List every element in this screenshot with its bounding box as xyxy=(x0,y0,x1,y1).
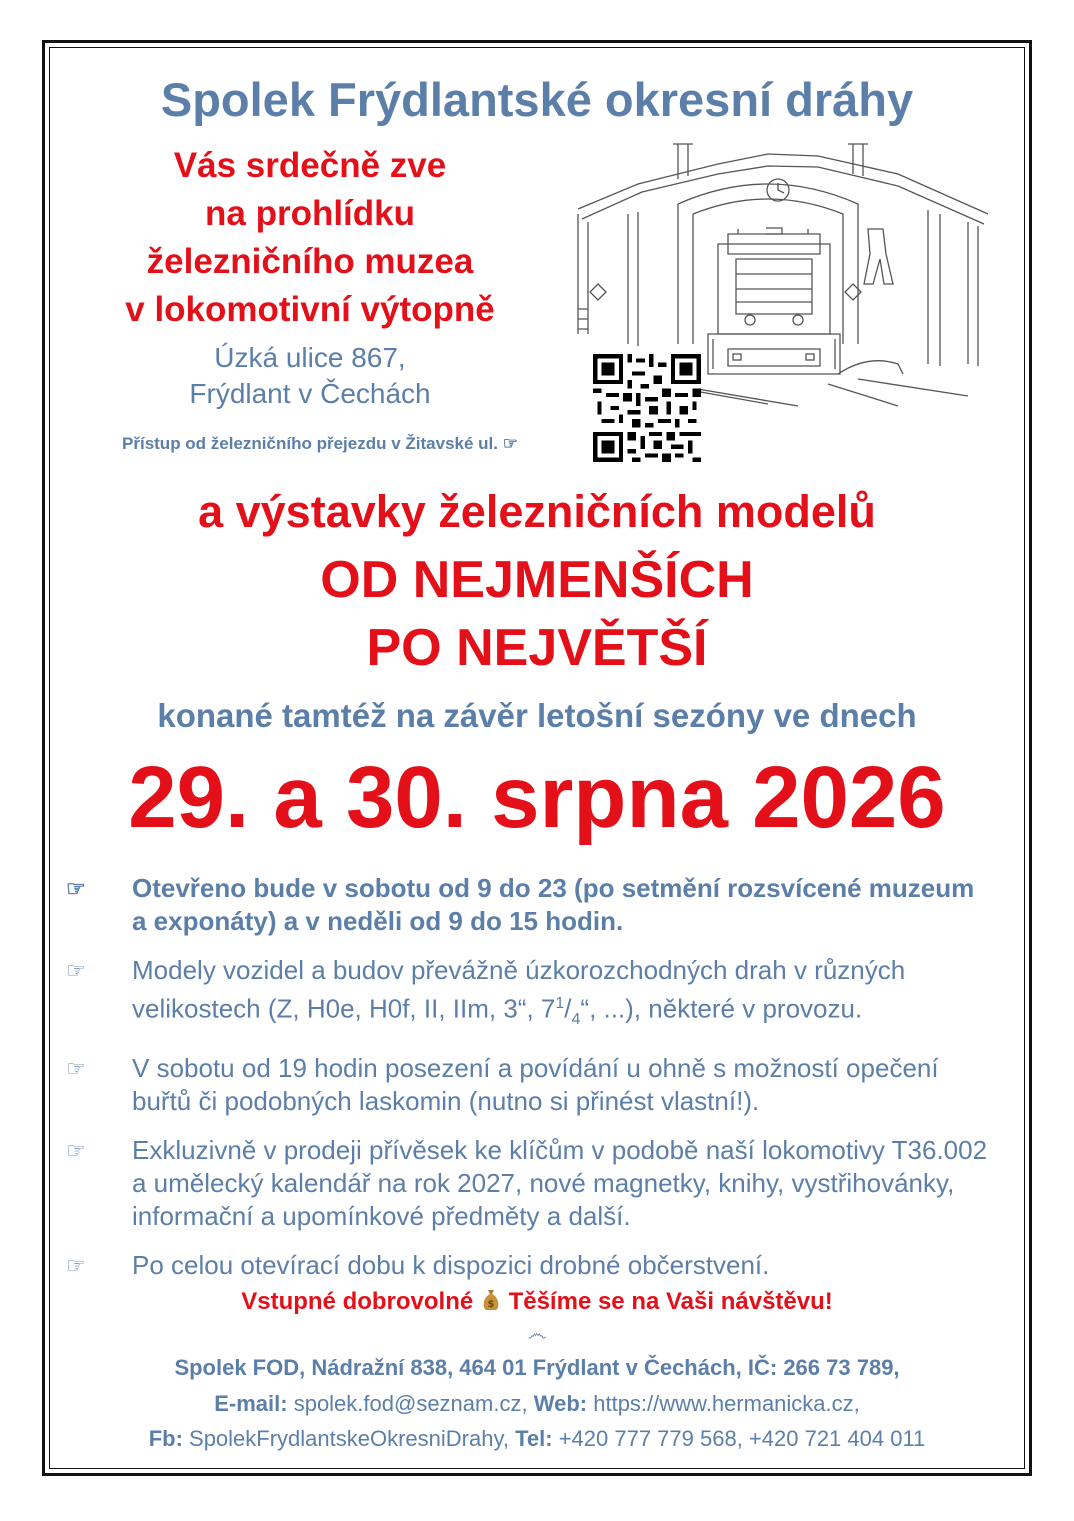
email-link[interactable]: spolek.fod@seznam.cz xyxy=(293,1391,522,1416)
bullet-text: Modely vozidel a budov převážně úzkorozchodných drah v různých velikostech (Z, H0e, H0f, II, IIm, 3“, 7 xyxy=(132,955,906,1024)
footer-organization: Spolek FOD, Nádražní 838, 464 01 Frýdlant v Čechách, IČ: 266 73 789, xyxy=(174,1355,900,1380)
bullet-refreshments xyxy=(62,1249,992,1282)
entry-line xyxy=(50,1286,1024,1318)
fb-label: Fb: xyxy=(148,1426,183,1451)
email-label: E-mail: xyxy=(214,1391,288,1416)
money-bag-icon xyxy=(480,1288,502,1312)
web-label: Web: xyxy=(533,1391,588,1416)
pointing-hand-icon: ☞ xyxy=(66,1252,86,1278)
web-link[interactable]: https://www.hermanicka.cz, xyxy=(593,1391,860,1416)
fraction-denominator: 4 xyxy=(571,1010,581,1028)
bullet-campfire xyxy=(62,1052,992,1118)
entry-fee-text: Vstupné dobrovolné xyxy=(241,1288,474,1315)
exhibition-line: a výstavky železničních modelů xyxy=(198,486,876,537)
phone-numbers: +420 777 779 568, +420 721 404 011 xyxy=(558,1426,926,1451)
page-title: Spolek Frýdlantské okresní dráhy xyxy=(160,73,914,126)
pointing-hand-icon: ☞ xyxy=(66,1055,86,1081)
bullet-models xyxy=(62,954,992,1036)
fraction-numerator: 1 xyxy=(555,995,565,1012)
access-note-text: Přístup od železničního přejezdu v Žitavské ul. xyxy=(122,434,498,453)
bullet-opening-hours xyxy=(62,872,992,938)
headline-smallest: OD NEJMENŠÍCH xyxy=(320,551,754,609)
qr-code-icon xyxy=(592,354,702,462)
fb-link[interactable]: SpolekFrydlantskeOkresniDrahy, xyxy=(189,1426,509,1451)
invitation-text xyxy=(60,142,560,334)
pointing-hand-icon: ☞ xyxy=(66,1137,86,1163)
ornament-divider: ෴ xyxy=(527,1323,547,1345)
access-note xyxy=(60,432,580,456)
invite-line-4: v lokomotivní výtopně xyxy=(125,290,495,329)
address-line-2: Frýdlant v Čechách xyxy=(189,378,431,409)
fraction-slash: / xyxy=(564,993,572,1024)
footer-social xyxy=(50,1424,1024,1454)
bullet-shop xyxy=(62,1134,992,1233)
bullet-text: Exkluzivně v prodeji přívěsek ke klíčům v podobě naší lokomotivy T36.002 a umělecký kalendář na rok 2027, nové magnetky, knihy, vystřihovánky, informační a upomínkové předměty a další. xyxy=(132,1134,988,1231)
bullet-text: V sobotu od 19 hodin posezení a povídání u ohně s možností opečení buřtů či podobných laskomin (nutno si přinést vlastní!). xyxy=(132,1052,939,1116)
info-bullets xyxy=(62,872,992,1298)
address-line-1: Úzká ulice 867, xyxy=(214,342,406,373)
invite-line-1: Vás srdečně zve xyxy=(173,146,447,185)
bullet-text: Otevřeno bude v sobotu od 9 do 23 (po setmění rozsvícené muzeum a exponáty) a v neděli od 9 do 15 hodin. xyxy=(132,873,975,936)
held-line: konané tamtéž na závěr letošní sezóny ve dnech xyxy=(157,697,917,734)
pointing-hand-icon: ☞ xyxy=(66,876,86,901)
pointing-hand-icon: ☞ xyxy=(502,434,518,453)
bullet-text-end: “, ...), některé v provozu. xyxy=(580,993,863,1024)
pointing-hand-icon: ☞ xyxy=(66,958,86,983)
invite-line-3: železničního muzea xyxy=(146,242,474,281)
headline-largest: PO NEJVĚTŠÍ xyxy=(366,619,708,677)
event-dates: 29. a 30. srpna 2026 xyxy=(128,749,946,846)
museum-address xyxy=(60,340,560,412)
svg-text:$: $ xyxy=(487,1299,495,1310)
footer-contacts: E-mail: spolek.fod@seznam.cz, Web: https://www.hermanicka.cz, xyxy=(214,1391,860,1416)
tel-label: Tel: xyxy=(515,1426,553,1451)
invite-line-2: na prohlídku xyxy=(205,194,415,233)
bullet-text: Po celou otevírací dobu k dispozici drobné občerstvení. xyxy=(132,1249,770,1280)
welcome-text: Těšíme se na Vaši návštěvu! xyxy=(508,1288,833,1315)
